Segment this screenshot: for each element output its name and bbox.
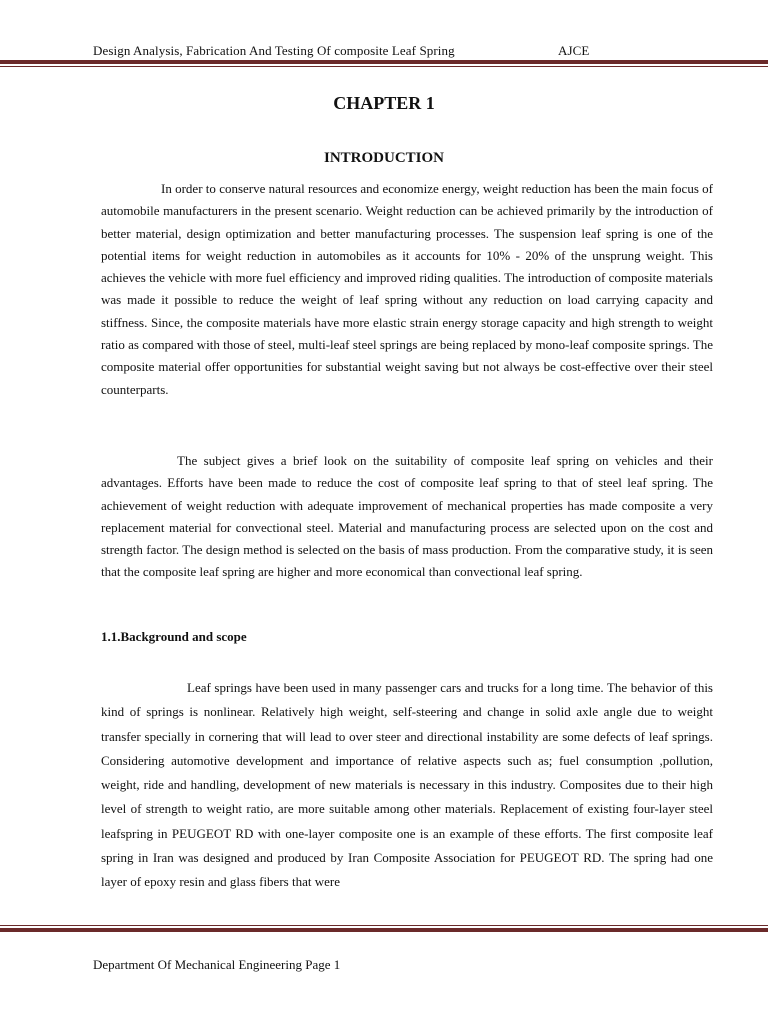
page-header xyxy=(93,43,590,59)
header-title: Design Analysis, Fabrication And Testing Of composite Leaf Spring xyxy=(93,43,455,58)
footer-rule-thin xyxy=(0,925,768,926)
background-scope-heading: 1.1.Background and scope xyxy=(101,629,247,644)
page-footer: Department Of Mechanical Engineering Page 1 xyxy=(93,957,341,972)
background-paragraph: Leaf springs have been used in many passenger cars and trucks for a long time. The behavior of this kind of springs is nonlinear. Relatively high weight, self-steering and change in solid axle angle due to weight transfer specially in cornering that will lead to over steer and directional instability are some defects of leaf springs. Considering automotive development and importance of relative aspects such as; fuel consumption ,pollution, weight, ride and handling, development of new materials is necessary in this industry. Composites due to their high level of strength to weight ratio, are more suitable among other materials. Replacement of existing four-layer steel leafspring in PEUGEOT RD with one-layer composite one is an example of these efforts. The first composite leaf spring in Iran was designed and produced by Iran Composite Association for PEUGEOT RD. The spring had one layer of epoxy resin and glass fibers that were xyxy=(101,680,713,890)
header-org: AJCE xyxy=(558,43,590,58)
intro-paragraph-2: The subject gives a brief look on the suitability of composite leaf spring on vehicles and their advantages. Efforts have been made to reduce the cost of composite leaf spring to that of steel leaf spring. The achievement of weight reduction with adequate improvement of mechanical properties has made composite a very replacement material for convectional steel. Material and manufacturing process are selected upon on the cost and strength factor. The design method is selected on the basis of mass production. From the comparative study, it is seen that the composite leaf spring are higher and more economical than convectional leaf spring. xyxy=(101,453,713,580)
introduction-heading: INTRODUCTION xyxy=(323,150,444,166)
header-rule-thick xyxy=(0,60,768,64)
chapter-title: CHAPTER 1 xyxy=(333,93,435,113)
header-rule-thin xyxy=(0,66,768,67)
intro-paragraph-1: In order to conserve natural resources and economize energy, weight reduction has been the main focus of automobile manufacturers in the present scenario. Weight reduction can be achieved primarily by the introduction of better material, design optimization and better manufacturing processes. The suspension leaf spring is one of the potential items for weight reduction in automobiles as it accounts for 10% - 20% of the unsprung weight. This achieves the vehicle with more fuel efficiency and improved riding qualities. The introduction of composite materials was made it possible to reduce the weight of leaf spring without any reduction on load carrying capacity and stiffness. Since, the composite materials have more elastic strain energy storage capacity and high strength to weight ratio as compared with those of steel, multi-leaf steel springs are being replaced by mono-leaf composite springs. The composite material offer opportunities for substantial weight saving but not always be cost-effective over their steel counterparts. xyxy=(101,181,713,397)
footer-rule-thick xyxy=(0,928,768,932)
